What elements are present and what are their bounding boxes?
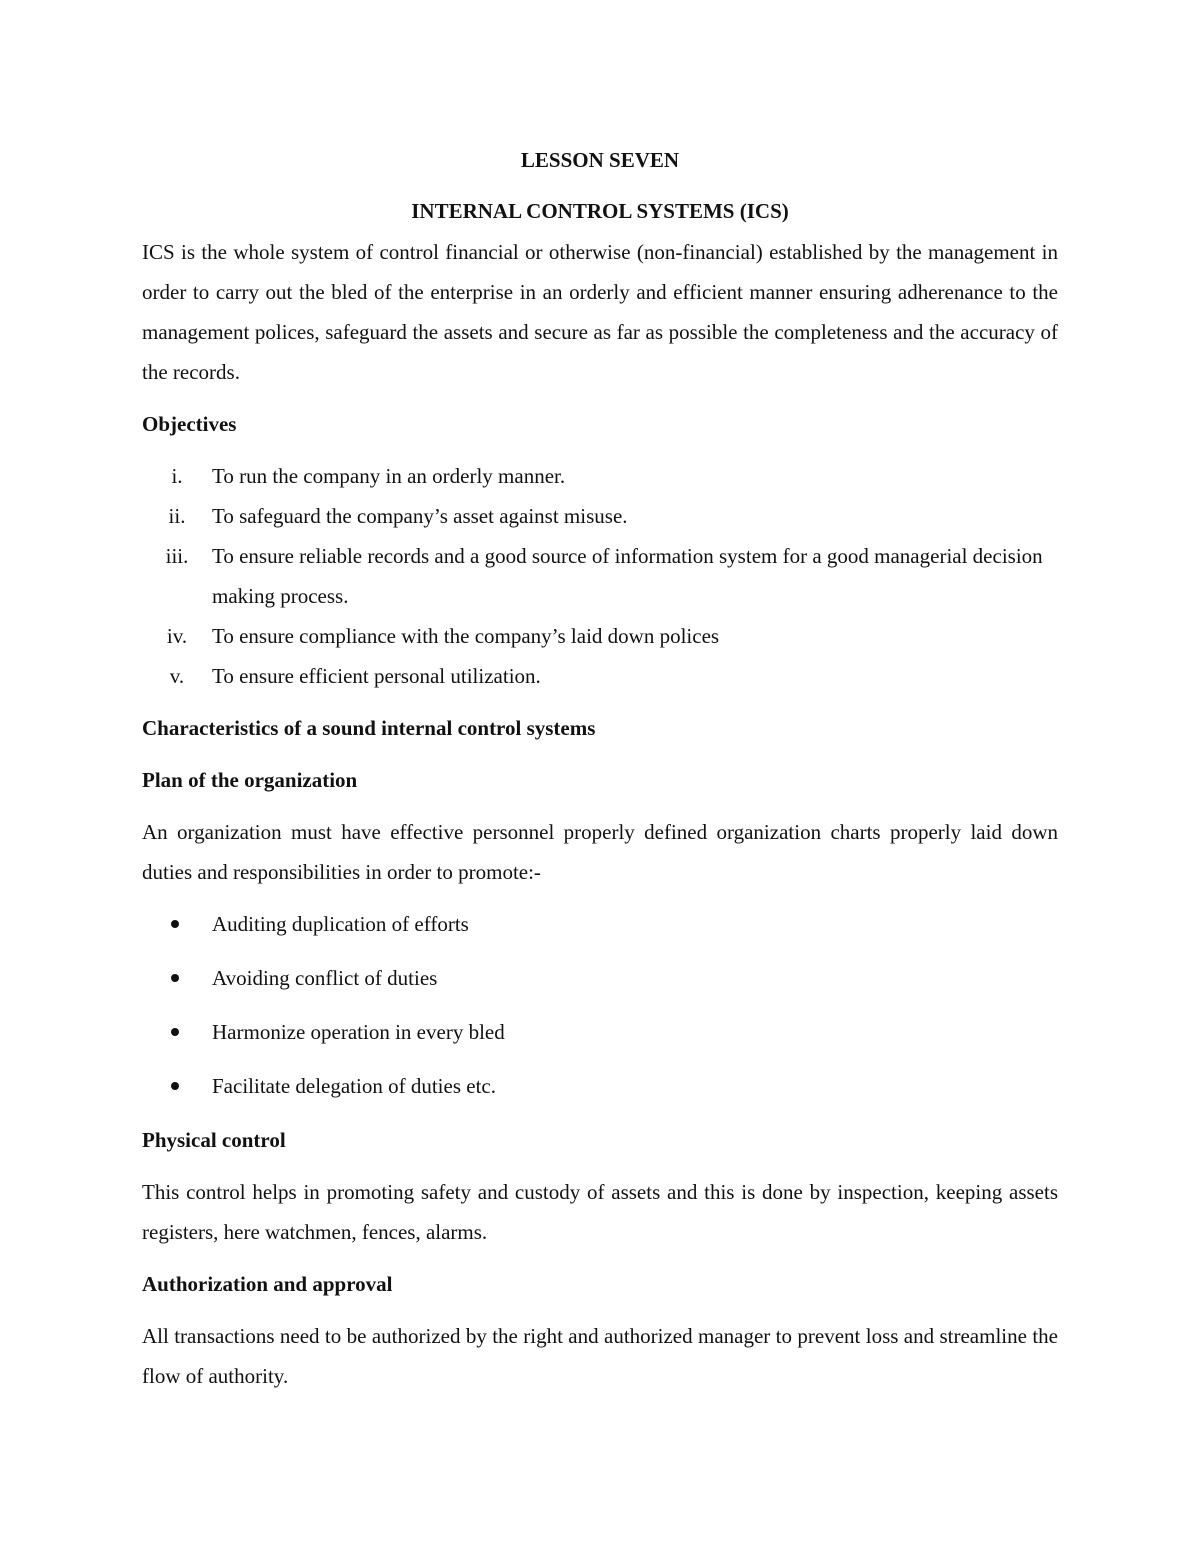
objectives-list — [142, 456, 1058, 696]
list-item — [142, 958, 1058, 998]
list-number: iii. — [165, 544, 189, 568]
list-item-text: Avoiding conflict of duties — [212, 966, 438, 990]
list-item-text: Harmonize operation in every bled — [212, 1020, 505, 1044]
list-item-text: Auditing duplication of efforts — [212, 912, 469, 936]
list-number: v. — [169, 664, 185, 688]
authorization-heading: Authorization and approval — [142, 1272, 393, 1296]
list-item — [142, 1066, 1058, 1106]
plan-bullet-list — [142, 904, 1058, 1106]
intro-paragraph: ICS is the whole system of control financial or otherwise (non-financial) established by the management in order to carry out the bled of the enterprise in an orderly and efficient manner ensuring adherenance to the management polices, safeguard the assets and secure as far as possible the completeness and the accuracy of the records. — [142, 240, 1058, 384]
lesson-title: LESSON SEVEN — [520, 148, 680, 172]
list-item — [142, 904, 1058, 944]
list-item — [142, 496, 1058, 536]
plan-heading: Plan of the organization — [142, 768, 358, 792]
list-number: ii. — [168, 504, 186, 528]
bullet-icon — [142, 1082, 212, 1090]
list-item — [142, 656, 1058, 696]
list-number: i. — [171, 464, 183, 488]
physical-control-heading: Physical control — [142, 1128, 286, 1152]
list-item-text: To ensure reliable records and a good source of information system for a good managerial decision making process. — [212, 544, 1043, 608]
list-item — [142, 456, 1058, 496]
list-item-text: To ensure efficient personal utilization. — [212, 664, 541, 688]
list-item-text: To run the company in an orderly manner. — [212, 464, 566, 488]
list-item-text: Facilitate delegation of duties etc. — [212, 1074, 496, 1098]
list-item — [142, 616, 1058, 656]
main-title: INTERNAL CONTROL SYSTEMS (ICS) — [411, 199, 789, 223]
list-item — [142, 536, 1058, 616]
list-item — [142, 1012, 1058, 1052]
plan-paragraph: An organization must have effective personnel properly defined organization charts properly laid down duties and responsibilities in order to promote:- — [142, 820, 1058, 884]
characteristics-heading: Characteristics of a sound internal control systems — [142, 716, 596, 740]
document-page — [142, 140, 1058, 1396]
authorization-paragraph: All transactions need to be authorized by the right and authorized manager to prevent loss and streamline the flow of authority. — [142, 1324, 1058, 1388]
list-number: iv. — [166, 624, 188, 648]
list-item-text: To safeguard the company’s asset against misuse. — [212, 504, 628, 528]
objectives-heading: Objectives — [142, 412, 237, 436]
physical-control-paragraph: This control helps in promoting safety and custody of assets and this is done by inspection, keeping assets registers, here watchmen, fences, alarms. — [142, 1180, 1058, 1244]
list-item-text: To ensure compliance with the company’s laid down polices — [212, 624, 720, 648]
bullet-icon — [142, 1028, 212, 1036]
bullet-icon — [142, 974, 212, 982]
bullet-icon — [142, 920, 212, 928]
